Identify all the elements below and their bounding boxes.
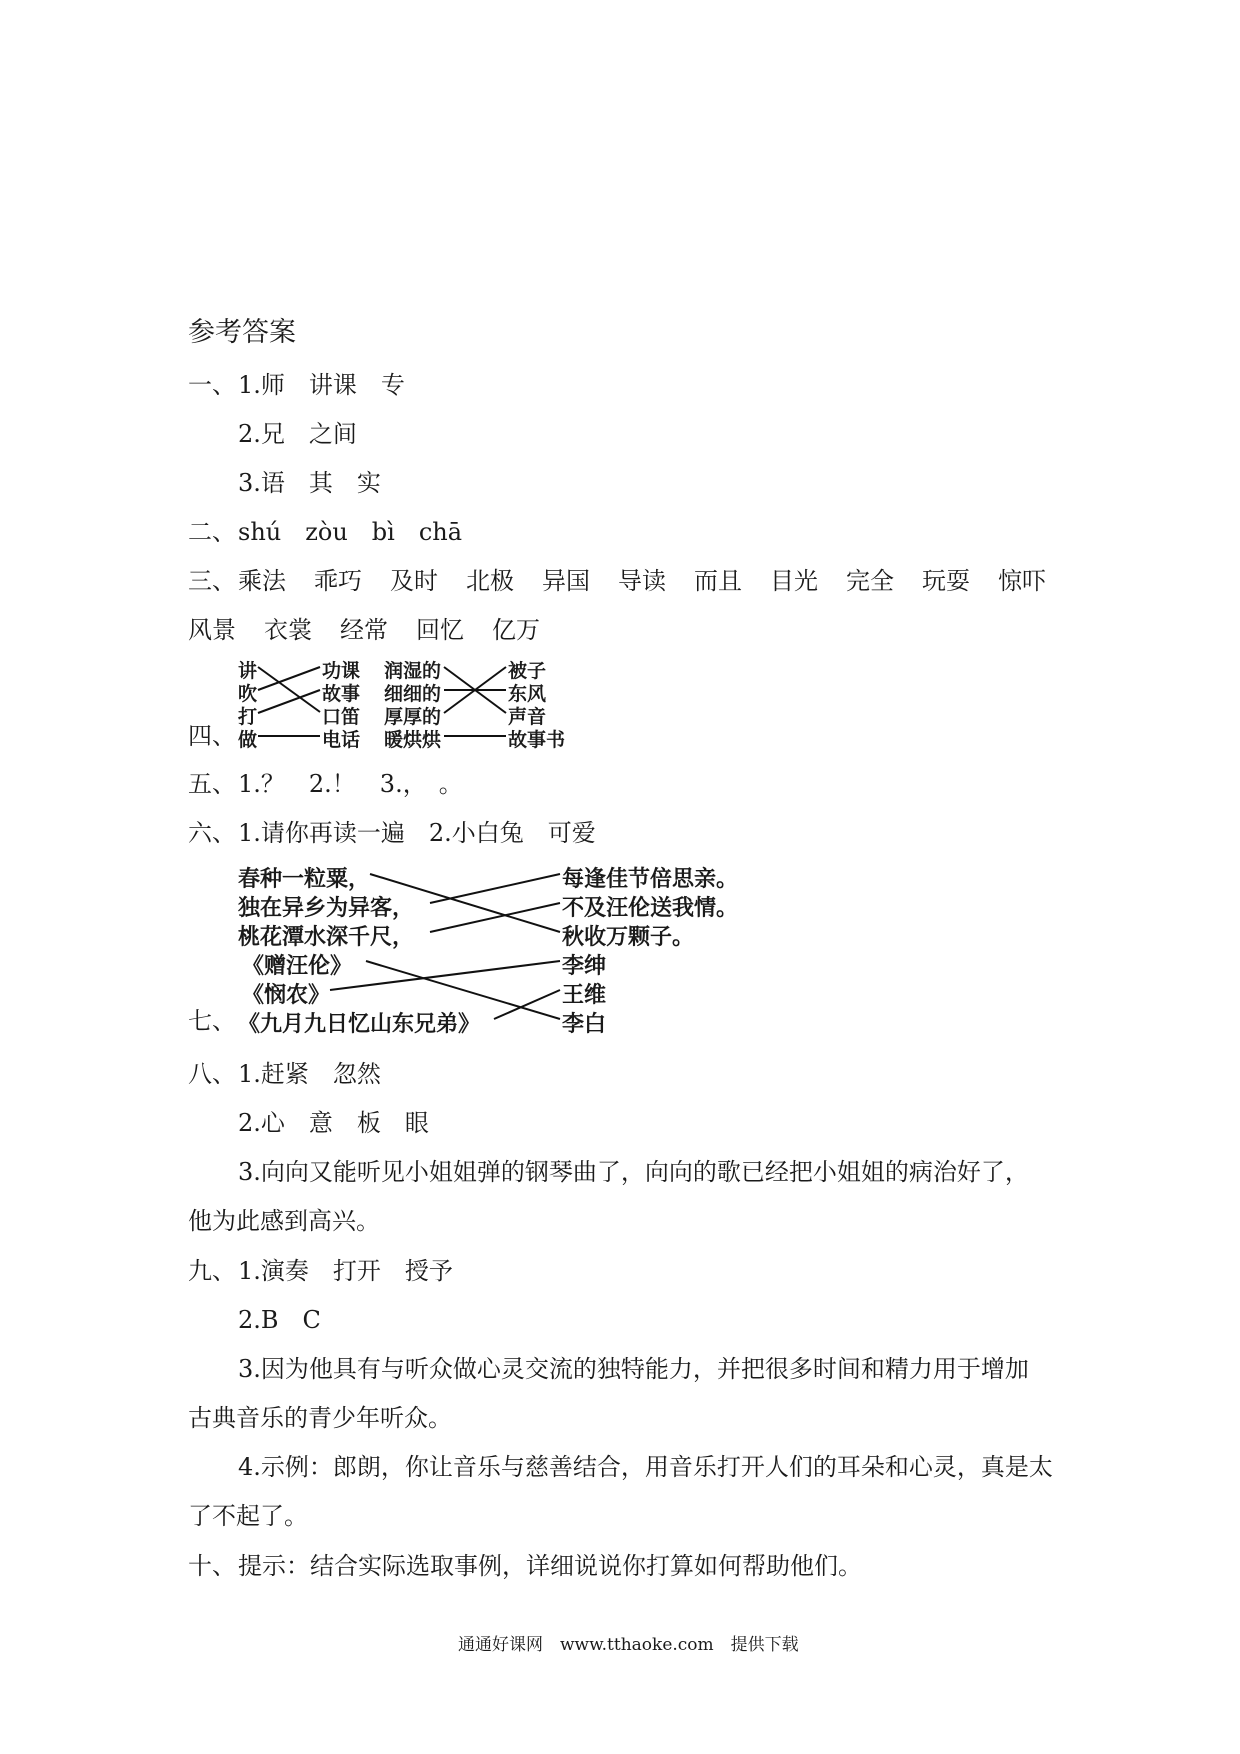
q3-word: 导读 [618, 567, 666, 595]
q7-left: 桃花潭水深千尺， [238, 925, 415, 950]
q9-line-4a: 4.示例：郎朗，你让音乐与慈善结合，用音乐打开人们的耳朵和心灵，真是太 [238, 1453, 1053, 1481]
q7-label: 七、 [188, 1007, 236, 1035]
q3-word: 而且 [694, 567, 742, 595]
q7-right: 每逢佳节倍思亲。 [562, 867, 739, 892]
q4-noun: 功课 [322, 660, 361, 682]
q3-word: 风景 [188, 616, 236, 644]
q2-label: 二、 [188, 518, 236, 546]
q3-word: 目光 [770, 567, 818, 595]
q8-label: 八、 [188, 1060, 236, 1088]
q3-word: 惊吓 [998, 567, 1046, 595]
q10-label: 十、 [188, 1552, 236, 1580]
q8-line-1: 1.赶紧 忽然 [238, 1060, 381, 1088]
q1-label: 一、 [188, 371, 236, 399]
q3-word: 玩耍 [922, 567, 970, 595]
q7-line [494, 990, 560, 1019]
q7-right: 王维 [562, 983, 607, 1008]
q5-label: 五、 [188, 770, 236, 798]
q9-line-1: 1.演奏 打开 授予 [238, 1257, 453, 1285]
q4-noun: 口笛 [322, 706, 361, 728]
q1-line-3: 3.语 其 实 [238, 469, 381, 497]
q4-noun-right: 声音 [508, 706, 547, 728]
q4-verb: 讲 [238, 660, 258, 682]
q7-right: 不及汪伦送我情。 [562, 896, 739, 921]
q7-left: 《赠汪伦》 [242, 954, 353, 979]
q7-left: 独在异乡为异客， [238, 896, 415, 921]
q7-right: 李绅 [562, 954, 607, 979]
q7-line [430, 903, 560, 932]
q8-line-3b: 他为此感到高兴。 [188, 1207, 380, 1235]
q3-word: 及时 [390, 567, 438, 595]
q4-noun-right: 东风 [508, 683, 547, 705]
q7-left: 《九月九日忆山东兄弟》 [238, 1012, 481, 1037]
page-title: 参考答案 [188, 317, 296, 348]
q5-text: 1.？ 2.！ 3.， 。 [238, 770, 463, 798]
q6-text: 1.请你再读一遍 2.小白兔 可爱 [238, 819, 596, 847]
q9-label: 九、 [188, 1257, 236, 1285]
q4-verb: 打 [238, 706, 258, 728]
q3-word: 衣裳 [264, 616, 312, 644]
q7-line [366, 961, 560, 1019]
q10-text: 提示：结合实际选取事例，详细说说你打算如何帮助他们。 [238, 1552, 862, 1580]
q4-verb: 做 [238, 729, 258, 751]
q4-noun: 故事 [322, 683, 361, 705]
q9-line-3a: 3.因为他具有与听众做心灵交流的独特能力，并把很多时间和精力用于增加 [238, 1355, 1029, 1383]
q8-line-3a: 3.向向又能听见小姐姐弹的钢琴曲了，向向的歌已经把小姐姐的病治好了， [238, 1158, 1029, 1186]
q3-word: 经常 [340, 616, 388, 644]
q4-noun: 电话 [322, 729, 361, 751]
q4-adj: 厚厚的 [384, 706, 442, 728]
q9-line-3b: 古典音乐的青少年听众。 [188, 1404, 452, 1432]
q8-line-2: 2.心 意 板 眼 [238, 1109, 429, 1137]
q7-right: 秋收万颗子。 [562, 925, 695, 950]
q3-word: 异国 [542, 567, 590, 595]
q3-word: 回忆 [416, 616, 464, 644]
footer-source-link[interactable]: 通通好课网 www.tthaoke.com 提供下载 [458, 1635, 799, 1655]
q3-label: 三、 [188, 567, 236, 595]
q4-noun-right: 故事书 [508, 729, 566, 751]
q1-line-2: 2.兄 之间 [238, 420, 357, 448]
q9-line-4b: 了不起了。 [188, 1502, 308, 1530]
q4-adj: 细细的 [384, 683, 442, 705]
q4-verb: 吹 [238, 683, 258, 705]
q7-left: 《悯农》 [242, 983, 331, 1008]
q6-label: 六、 [188, 819, 236, 847]
q3-word: 完全 [846, 567, 894, 595]
q2-pinyin: shú zòu bì chā [238, 518, 463, 546]
q9-line-2: 2.B C [238, 1306, 321, 1334]
q3-word: 乖巧 [314, 567, 362, 595]
q3-word: 北极 [466, 567, 514, 595]
q4-noun-right: 被子 [508, 660, 547, 682]
q4-label: 四、 [188, 722, 236, 750]
q7-left: 春种一粒粟， [238, 867, 371, 892]
q7-line [430, 874, 560, 903]
q4-adj: 润湿的 [384, 660, 442, 682]
q1-line-1: 1.师 讲课 专 [238, 371, 405, 399]
q3-word: 亿万 [492, 616, 540, 644]
q4-adj: 暖烘烘 [384, 729, 442, 751]
q7-right: 李白 [562, 1012, 607, 1037]
q3-word: 乘法 [238, 567, 286, 595]
